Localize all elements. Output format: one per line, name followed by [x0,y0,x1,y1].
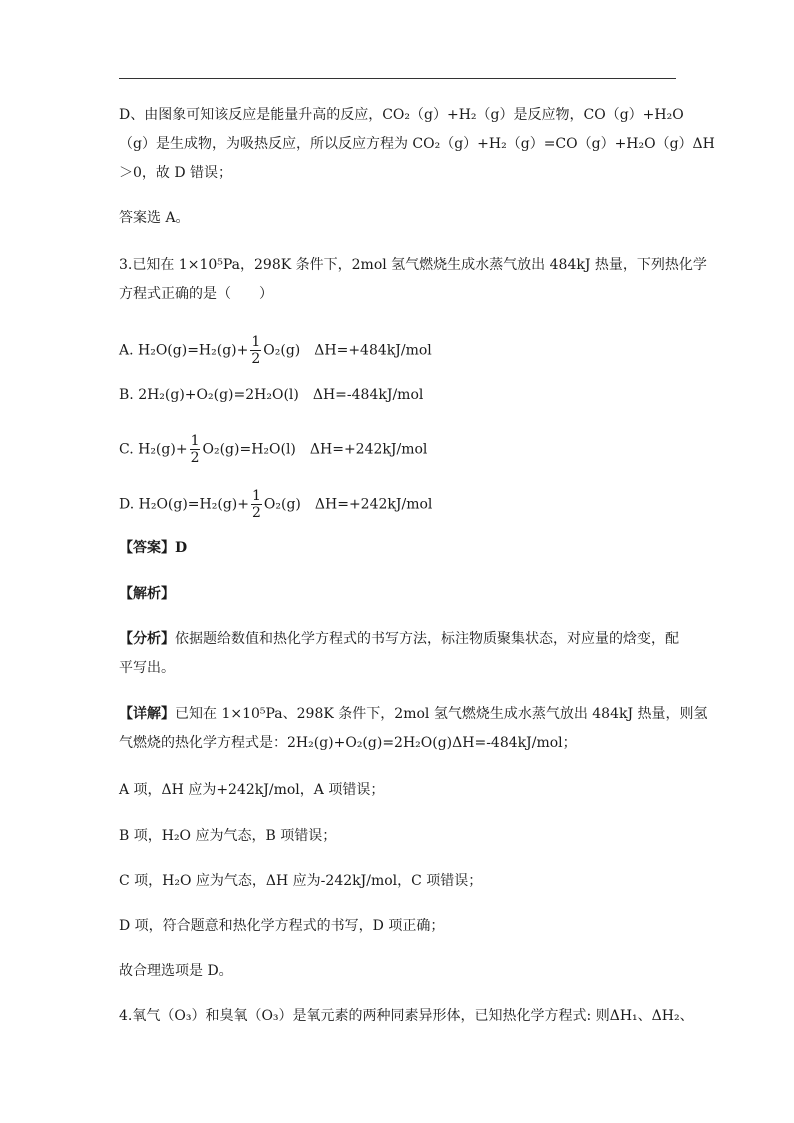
fraction: $\frac{1}{2}$ [251,488,261,521]
analysis-heading: 【解析】 [119,586,175,602]
question-3-text: 方程式正确的是（ ） [119,286,273,302]
question-4-text: 4.氧气（O₃）和臭氧（O₃）是氧元素的两种同素异形体，已知热化学方程式: 则ΔH₁、ΔH₂、 [119,1008,694,1024]
answer-line: 答案选 A。 [119,210,190,226]
text-line: （g）是生成物，为吸热反应，所以反应方程为 CO₂（g）+H₂（g）=CO（g）+H₂O（g）ΔH [119,136,715,152]
detail-item-a: A 项，ΔH 应为+242kJ/mol，A 项错误； [119,782,385,798]
option-c: C. H₂(g)+ $\frac{1}{2}$ O₂(g)=H₂O(l) ΔH=+242kJ/mol [119,433,428,466]
text-line: D、由图象可知该反应是能量升高的反应，CO₂（g）+H₂（g）是反应物，CO（g）+H₂O [119,107,684,123]
detail-item-d: D 项，符合题意和热化学方程式的书写，D 项正确； [119,918,445,934]
conclusion: 故合理选项是 D。 [119,963,233,979]
detail-item-b: B 项，H₂O 应为气态，B 项错误； [119,828,337,844]
analysis-text: 平写出。 [119,660,175,676]
answer-label: 【答案】D [119,540,188,556]
detail-text: 气燃烧的热化学方程式是：2H₂(g)+O₂(g)=2H₂O(g)ΔH=-484kJ/mol； [119,735,577,751]
question-3-text: 3.已知在 1×10⁵Pa，298K 条件下，2mol 氢气燃烧生成水蒸气放出 484kJ 热量，下列热化学 [119,257,707,273]
text-line: ＞0，故 D 错误； [119,165,233,181]
detail-item-c: C 项，H₂O 应为气态，ΔH 应为-242kJ/mol，C 项错误； [119,873,483,889]
detail-text: 【详解】已知在 1×10⁵Pa、298K 条件下，2mol 氢气燃烧生成水蒸气放出 484kJ 热量，则氢 [119,706,708,722]
fraction: $\frac{1}{2}$ [190,433,200,466]
option-d: D. H₂O(g)=H₂(g)+ $\frac{1}{2}$ O₂(g) ΔH=+242kJ/mol [119,488,433,521]
option-a: A. H₂O(g)=H₂(g)+ $\frac{1}{2}$ O₂(g) ΔH=+484kJ/mol [119,334,432,367]
analysis-text: 【分析】依据题给数值和热化学方程式的书写方法，标注物质聚集状态，对应量的焓变，配 [119,631,679,647]
header-rule [119,78,676,79]
option-b: B. 2H₂(g)+O₂(g)=2H₂O(l) ΔH=-484kJ/mol [119,387,424,403]
fraction: $\frac{1}{2}$ [251,334,261,367]
